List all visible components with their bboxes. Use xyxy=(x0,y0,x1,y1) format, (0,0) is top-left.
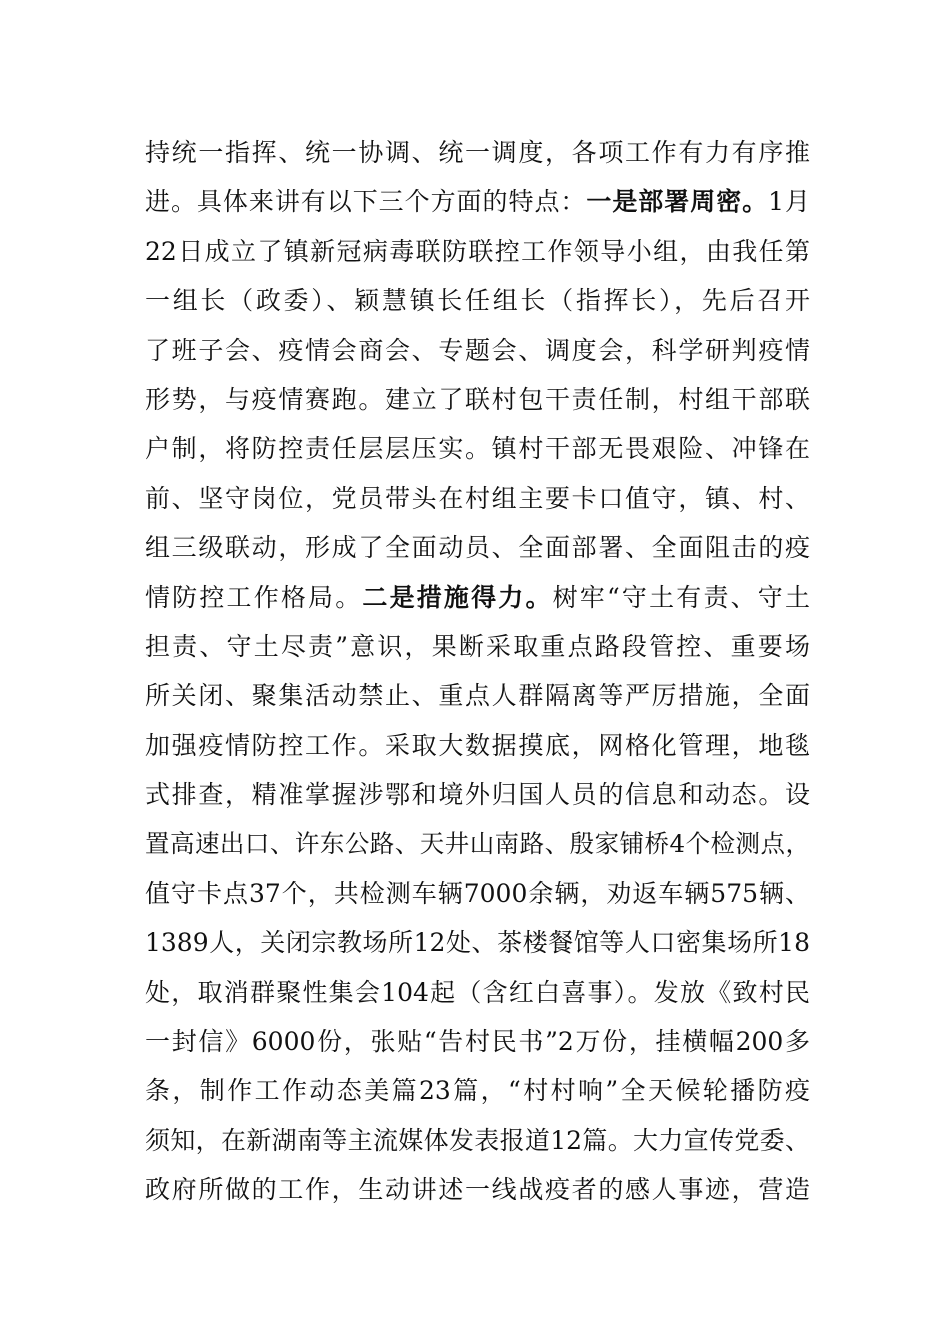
text-segment: 处，取消群聚性集会104起（含红白喜事）。发放《致村民 xyxy=(145,977,810,1007)
text-segment: 一组长（政委）、颖慧镇长任组长（指挥长），先后召开 xyxy=(145,286,810,316)
text-line xyxy=(145,276,810,325)
text-line xyxy=(145,869,810,918)
text-line xyxy=(145,1116,810,1165)
text-segment: 式排查，精准掌握涉鄂和境外归国人员的信息和动态。设 xyxy=(145,780,810,810)
text-segment: 1389人，关闭宗教场所12处、茶楼餐馆等人口密集场所18 xyxy=(145,928,810,958)
text-segment: 政府所做的工作，生动讲述一线战疫者的感人事迹，营造 xyxy=(145,1175,810,1205)
text-line xyxy=(145,523,810,572)
text-line xyxy=(145,474,810,523)
text-line xyxy=(145,1165,810,1214)
text-line xyxy=(145,375,810,424)
text-segment: 条，制作工作动态美篇23篇，“村村响”全天候轮播防疫 xyxy=(145,1076,810,1106)
text-segment: 形势，与疫情赛跑。建立了联村包干责任制，村组干部联 xyxy=(145,384,810,414)
text-segment: 22日成立了镇新冠病毒联防联控工作领导小组，由我任第 xyxy=(145,236,810,266)
text-segment: 树牢“守土有责、守土 xyxy=(552,582,810,612)
text-line xyxy=(145,918,810,967)
text-line xyxy=(145,770,810,819)
text-segment: 组三级联动，形成了全面动员、全面部署、全面阻击的疫 xyxy=(145,533,810,563)
text-line xyxy=(145,622,810,671)
text-segment: 值守卡点37个，共检测车辆7000余辆，劝返车辆575辆、 xyxy=(145,878,810,908)
text-segment: 持统一指挥、统一协调、统一调度，各项工作有力有序推 xyxy=(145,138,810,167)
text-segment: 加强疫情防控工作。采取大数据摸底，网格化管理，地毯 xyxy=(145,730,810,760)
text-segment: 1月 xyxy=(768,187,810,217)
bold-heading-text: 二是措施得力。 xyxy=(362,582,553,612)
text-segment: 前、坚守岗位，党员带头在村组主要卡口值守，镇、村、 xyxy=(145,483,810,513)
text-line xyxy=(145,1066,810,1115)
text-line xyxy=(145,1017,810,1066)
bold-heading-text: 一是部署周密。 xyxy=(586,187,769,217)
text-line xyxy=(145,128,810,177)
text-line xyxy=(145,819,810,868)
text-line xyxy=(145,424,810,473)
text-line xyxy=(145,326,810,375)
text-segment: 情防控工作格局。 xyxy=(145,582,363,612)
text-segment: 一封信》6000份，张贴“告村民书”2万份，挂横幅200多 xyxy=(145,1027,810,1057)
text-segment: 所关闭、聚集活动禁止、重点人群隔离等严厉措施，全面 xyxy=(145,681,810,711)
text-segment: 须知，在新湖南等主流媒体发表报道12篇。大力宣传党委、 xyxy=(145,1125,810,1155)
text-segment: 了班子会、疫情会商会、专题会、调度会，科学研判疫情 xyxy=(145,335,810,365)
text-line xyxy=(145,177,810,226)
text-line xyxy=(145,573,810,622)
text-segment: 户制，将防控责任层层压实。镇村干部无畏艰险、冲锋在 xyxy=(145,434,810,464)
text-line xyxy=(145,671,810,720)
text-segment: 担责、守土尽责”意识，果断采取重点路段管控、重要场 xyxy=(145,631,810,661)
text-segment: 置高速出口、许东公路、天井山南路、殷家铺桥4个检测点， xyxy=(145,829,810,859)
text-line xyxy=(145,968,810,1017)
body-text xyxy=(145,128,810,1215)
text-segment: 进。具体来讲有以下三个方面的特点： xyxy=(145,187,587,217)
text-line xyxy=(145,227,810,276)
text-line xyxy=(145,721,810,770)
